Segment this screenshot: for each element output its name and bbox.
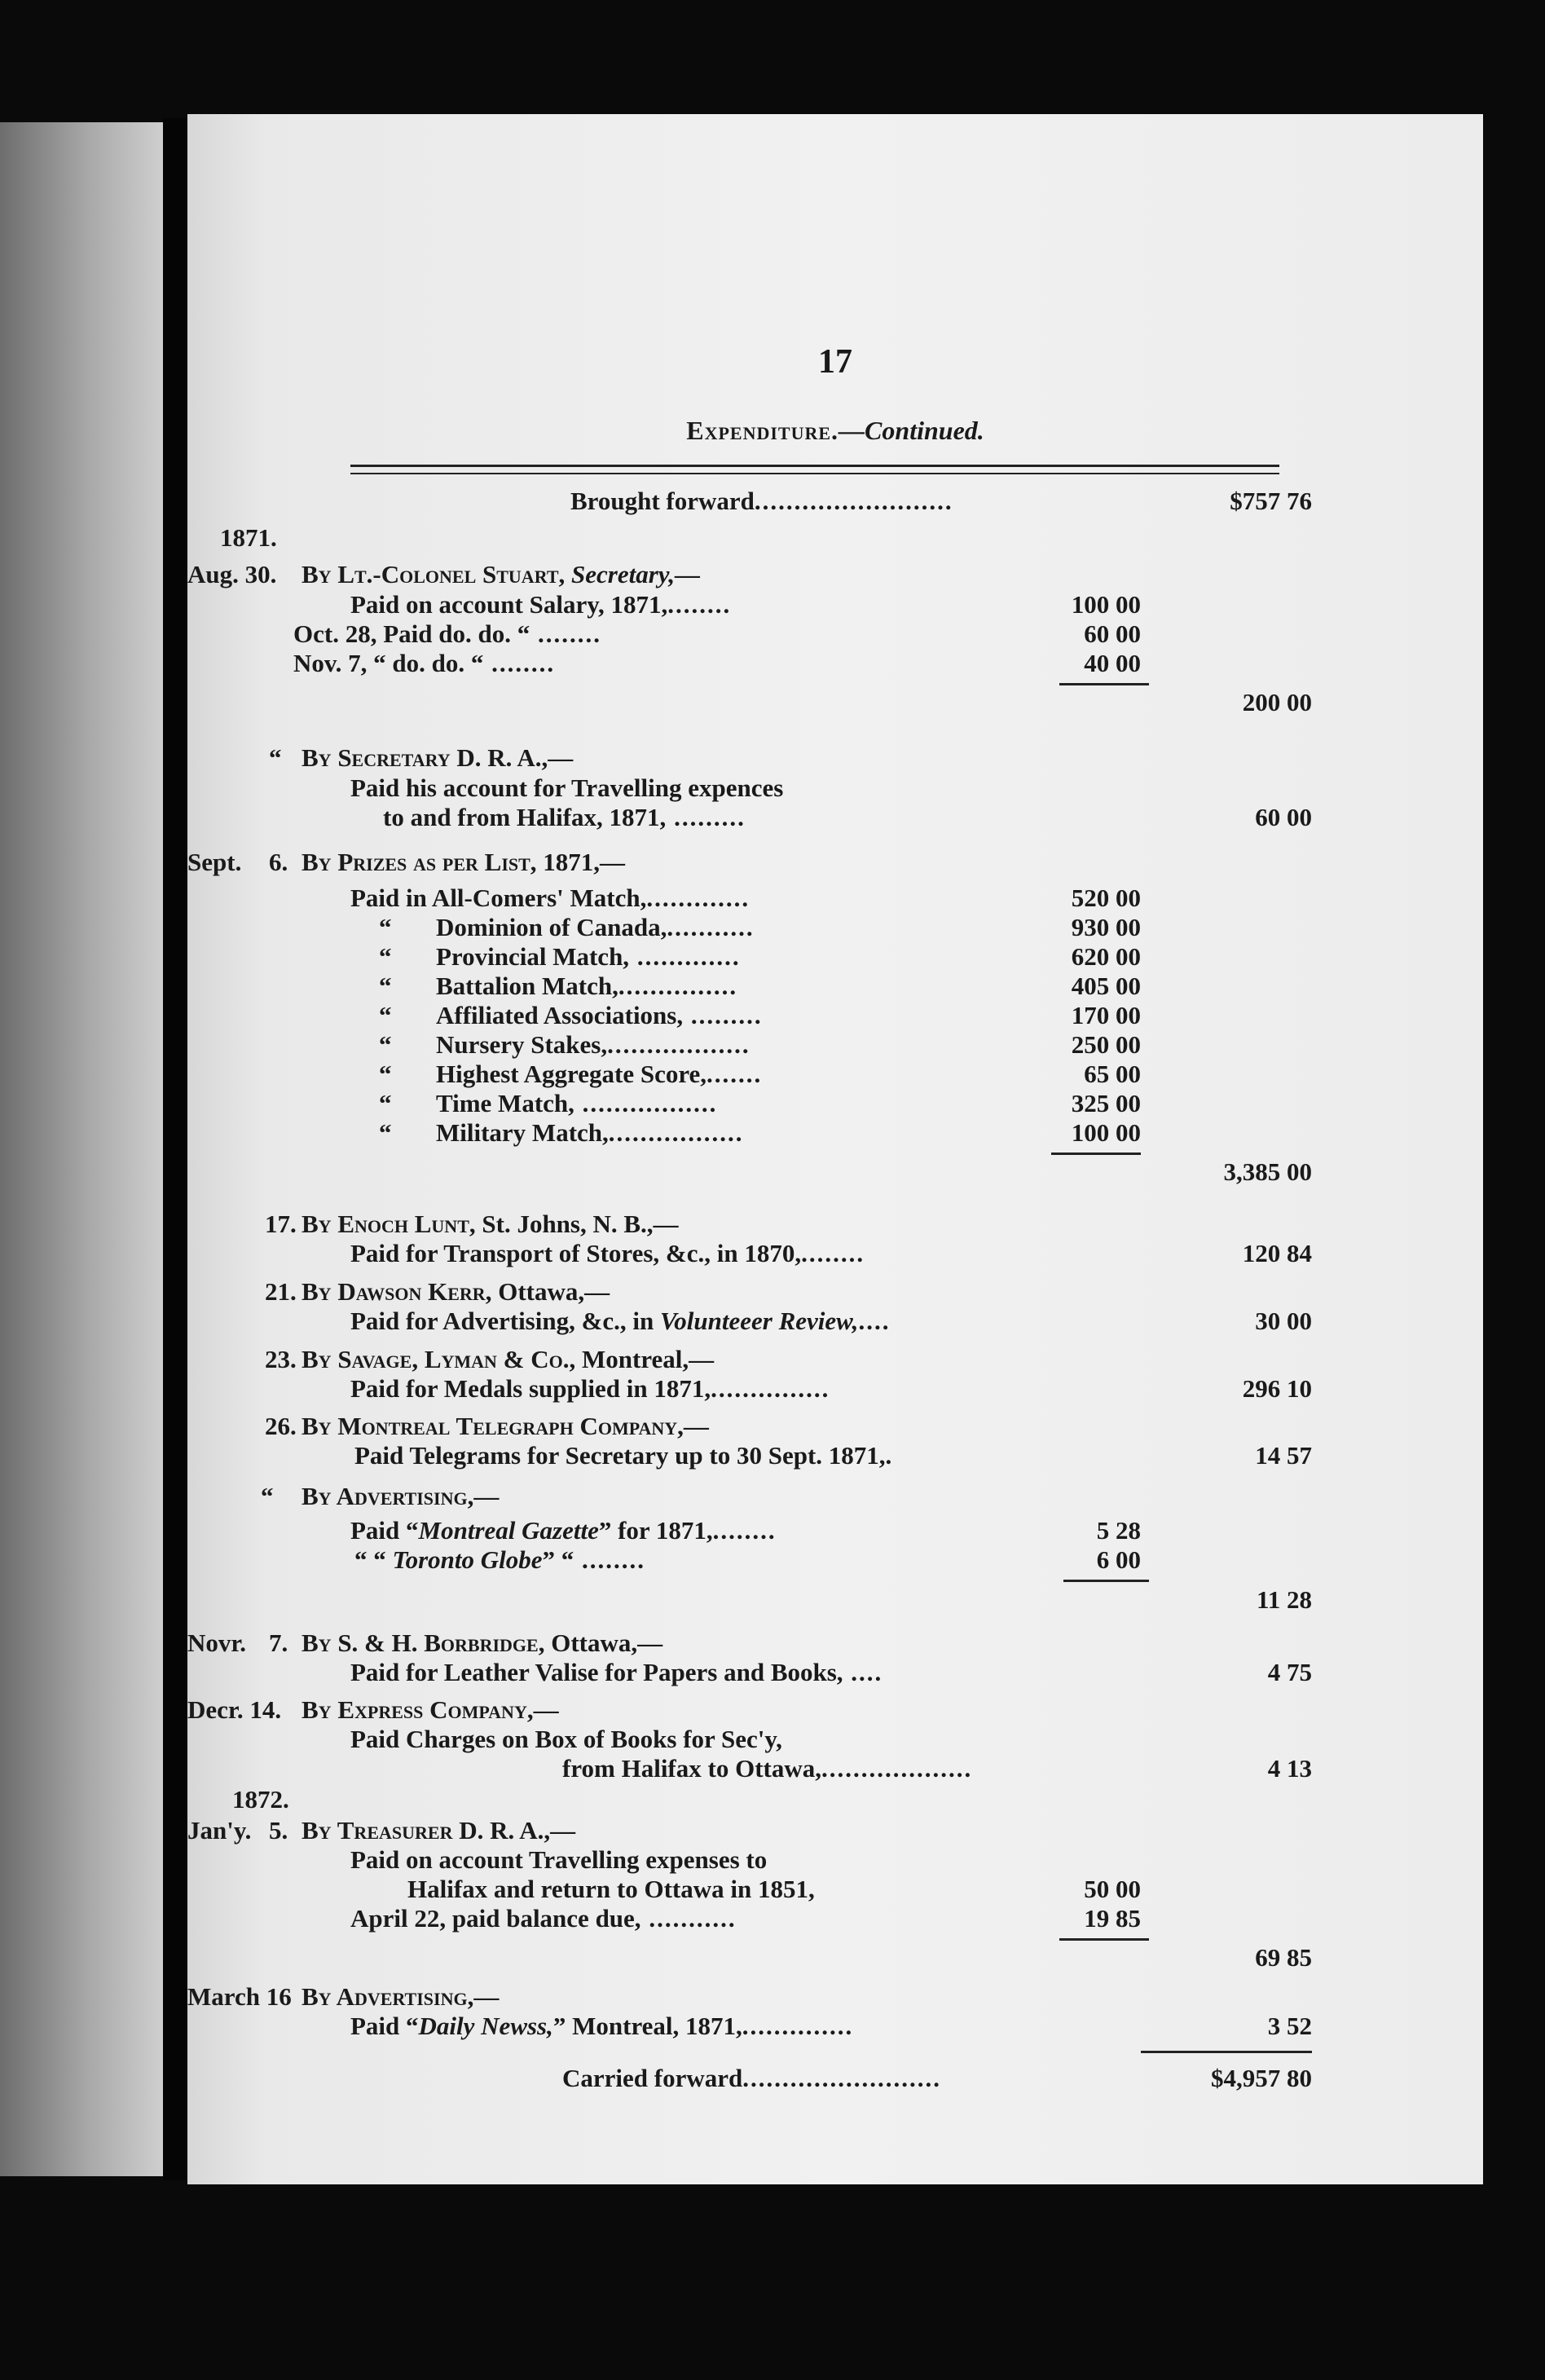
treasurer-amount-1: 50 00 <box>1084 1875 1141 1903</box>
borbridge-amount: 4 75 <box>1267 1658 1312 1686</box>
prize-amount: 520 00 <box>1071 884 1141 912</box>
aug30-amount-3: 40 00 <box>1084 649 1141 677</box>
prize-amount: 65 00 <box>1084 1060 1141 1088</box>
ditto-mark: “ <box>379 942 392 971</box>
ledger-page <box>187 114 1483 2184</box>
book-gutter <box>163 118 187 2180</box>
borbridge-line: Paid for Leather Valise for Papers and Books, .... <box>350 1658 883 1686</box>
year-1872: 1872. <box>232 1785 289 1814</box>
treasurer-day: 5. <box>269 1816 288 1844</box>
lunt-line: Paid for Transport of Stores, &c., in 1870,........ <box>350 1239 865 1267</box>
page-number: 17 <box>818 343 852 381</box>
aug30-line-1: Paid on account Salary, 1871,........ <box>350 590 732 619</box>
heading-sub: —Continued. <box>839 416 984 445</box>
secretary-line-1: Paid his account for Travelling expences <box>350 774 784 802</box>
prizes-payee: By Prizes as per List, 1871,— <box>302 848 626 876</box>
advertising-ditto: “ <box>261 1482 274 1510</box>
brought-forward-amount: $757 76 <box>1230 487 1312 515</box>
treasurer-payee: By Treasurer D. R. A.,— <box>302 1816 576 1844</box>
aug30-date: Aug. 30. <box>187 560 277 588</box>
prize-amount: 405 00 <box>1071 972 1141 1000</box>
total-rule <box>1141 2051 1312 2053</box>
kerr-line: Paid for Advertising, &c., in Volunteeer Review,.... <box>350 1307 891 1335</box>
prize-line: Battalion Match,............... <box>436 972 738 1000</box>
heading-main: Expenditure. <box>686 416 839 445</box>
express-date: Decr. 14. <box>187 1695 282 1724</box>
secretary-total: 60 00 <box>1255 803 1312 831</box>
kerr-payee: By Dawson Kerr, Ottawa,— <box>302 1277 610 1306</box>
treasurer-month: Jan'y. <box>187 1816 252 1844</box>
express-payee: By Express Company,— <box>302 1695 559 1724</box>
express-line-2: from Halifax to Ottawa,................... <box>562 1754 973 1783</box>
savage-day: 23. <box>265 1345 297 1373</box>
ditto-mark: “ <box>379 913 392 941</box>
prize-amount: 620 00 <box>1071 942 1141 971</box>
ditto-mark: “ <box>379 1030 392 1059</box>
borbridge-payee: By S. & H. Borbridge, Ottawa,— <box>302 1629 663 1657</box>
savage-line: Paid for Medals supplied in 1871,............... <box>350 1374 830 1403</box>
savage-payee: By Savage, Lyman & Co., Montreal,— <box>302 1345 715 1373</box>
lunt-payee: By Enoch Lunt, St. Johns, N. B.,— <box>302 1210 679 1238</box>
express-amount: 4 13 <box>1267 1754 1312 1783</box>
prize-line: Paid in All-Comers' Match,............. <box>350 884 750 912</box>
prize-amount: 325 00 <box>1071 1089 1141 1117</box>
advertising-total: 11 28 <box>1256 1585 1312 1614</box>
prize-line: Time Match, ................. <box>436 1089 718 1117</box>
subtotal-rule <box>1059 683 1149 685</box>
telegraph-amount: 14 57 <box>1255 1441 1312 1470</box>
ditto-mark: “ <box>379 1060 392 1088</box>
secretary-payee: By Secretary D. R. A.,— <box>302 743 574 772</box>
subtotal-rule <box>1063 1580 1149 1582</box>
kerr-day: 21. <box>265 1277 297 1306</box>
aug30-line-3: Nov. 7, “ do. do. “ ........ <box>293 649 556 677</box>
subtotal-rule <box>1051 1153 1141 1155</box>
advertising-payee: By Advertising,— <box>302 1482 500 1510</box>
prize-line: Military Match,................. <box>436 1118 744 1147</box>
treasurer-amount-2: 19 85 <box>1084 1904 1141 1933</box>
prizes-total: 3,385 00 <box>1223 1157 1312 1186</box>
aug30-payee: By Lt.-Colonel Stuart, Secretary,— <box>302 560 701 588</box>
ditto-mark: “ <box>379 1001 392 1029</box>
secretary-ditto: “ <box>269 743 282 772</box>
borbridge-day: 7. <box>269 1629 288 1657</box>
advertising-line-1: Paid “Montreal Gazette” for 1871,........ <box>350 1516 777 1545</box>
telegraph-line: Paid Telegrams for Secretary up to 30 Sept. 1871,. <box>354 1441 892 1470</box>
secretary-line-2: to and from Halifax, 1871, ......... <box>383 803 746 831</box>
advertising-line-2: “ “ Toronto Globe” “ ........ <box>354 1545 646 1574</box>
advertising-amount-1: 5 28 <box>1096 1516 1141 1545</box>
march16-line: Paid “Daily Newss,” Montreal, 1871,.............. <box>350 2012 854 2040</box>
ditto-mark: “ <box>379 972 392 1000</box>
prizes-month: Sept. <box>187 848 242 876</box>
advertising-amount-2: 6 00 <box>1096 1545 1141 1574</box>
prize-line: Provincial Match, ............. <box>436 942 741 971</box>
borbridge-month: Novr. <box>187 1629 247 1657</box>
treasurer-total: 69 85 <box>1255 1943 1312 1972</box>
prizes-day: 6. <box>269 848 288 876</box>
aug30-line-2: Oct. 28, Paid do. do. “ ........ <box>293 619 601 648</box>
ditto-mark: “ <box>379 1089 392 1117</box>
treasurer-line-1: Paid on account Travelling expenses to <box>350 1845 768 1874</box>
aug30-total: 200 00 <box>1242 688 1312 716</box>
prize-amount: 170 00 <box>1071 1001 1141 1029</box>
savage-amount: 296 10 <box>1242 1374 1312 1403</box>
prize-line: Affiliated Associations, ......... <box>436 1001 763 1029</box>
double-rule-bottom <box>350 473 1279 474</box>
ditto-mark: “ <box>379 1118 392 1147</box>
prize-amount: 100 00 <box>1071 1118 1141 1147</box>
carried-forward-label: Carried forward......................... <box>562 2064 941 2092</box>
aug30-amount-1: 100 00 <box>1071 590 1141 619</box>
section-heading <box>187 416 1483 446</box>
carried-forward-amount: $4,957 80 <box>1211 2064 1312 2092</box>
lunt-amount: 120 84 <box>1242 1239 1312 1267</box>
march16-payee: By Advertising,— <box>302 1982 500 2011</box>
treasurer-line-2: Halifax and return to Ottawa in 1851, <box>407 1875 815 1903</box>
kerr-amount: 30 00 <box>1255 1307 1312 1335</box>
subtotal-rule <box>1059 1938 1149 1941</box>
prize-line: Dominion of Canada,........... <box>436 913 755 941</box>
telegraph-day: 26. <box>265 1412 297 1440</box>
brought-forward-label: Brought forward......................... <box>570 487 953 515</box>
facing-page-edge <box>0 122 163 2176</box>
double-rule-top <box>350 465 1279 467</box>
treasurer-line-3: April 22, paid balance due, ........... <box>350 1904 737 1933</box>
prize-line: Nursery Stakes,.................. <box>436 1030 750 1059</box>
march16-amount: 3 52 <box>1267 2012 1312 2040</box>
express-line-1: Paid Charges on Box of Books for Sec'y, <box>350 1725 782 1753</box>
telegraph-payee: By Montreal Telegraph Company,— <box>302 1412 709 1440</box>
prize-amount: 250 00 <box>1071 1030 1141 1059</box>
year-1871: 1871. <box>220 523 277 552</box>
aug30-amount-2: 60 00 <box>1084 619 1141 648</box>
prize-line: Highest Aggregate Score,....... <box>436 1060 763 1088</box>
prize-amount: 930 00 <box>1071 913 1141 941</box>
lunt-day: 17. <box>265 1210 297 1238</box>
march16-date: March 16 <box>187 1982 292 2011</box>
